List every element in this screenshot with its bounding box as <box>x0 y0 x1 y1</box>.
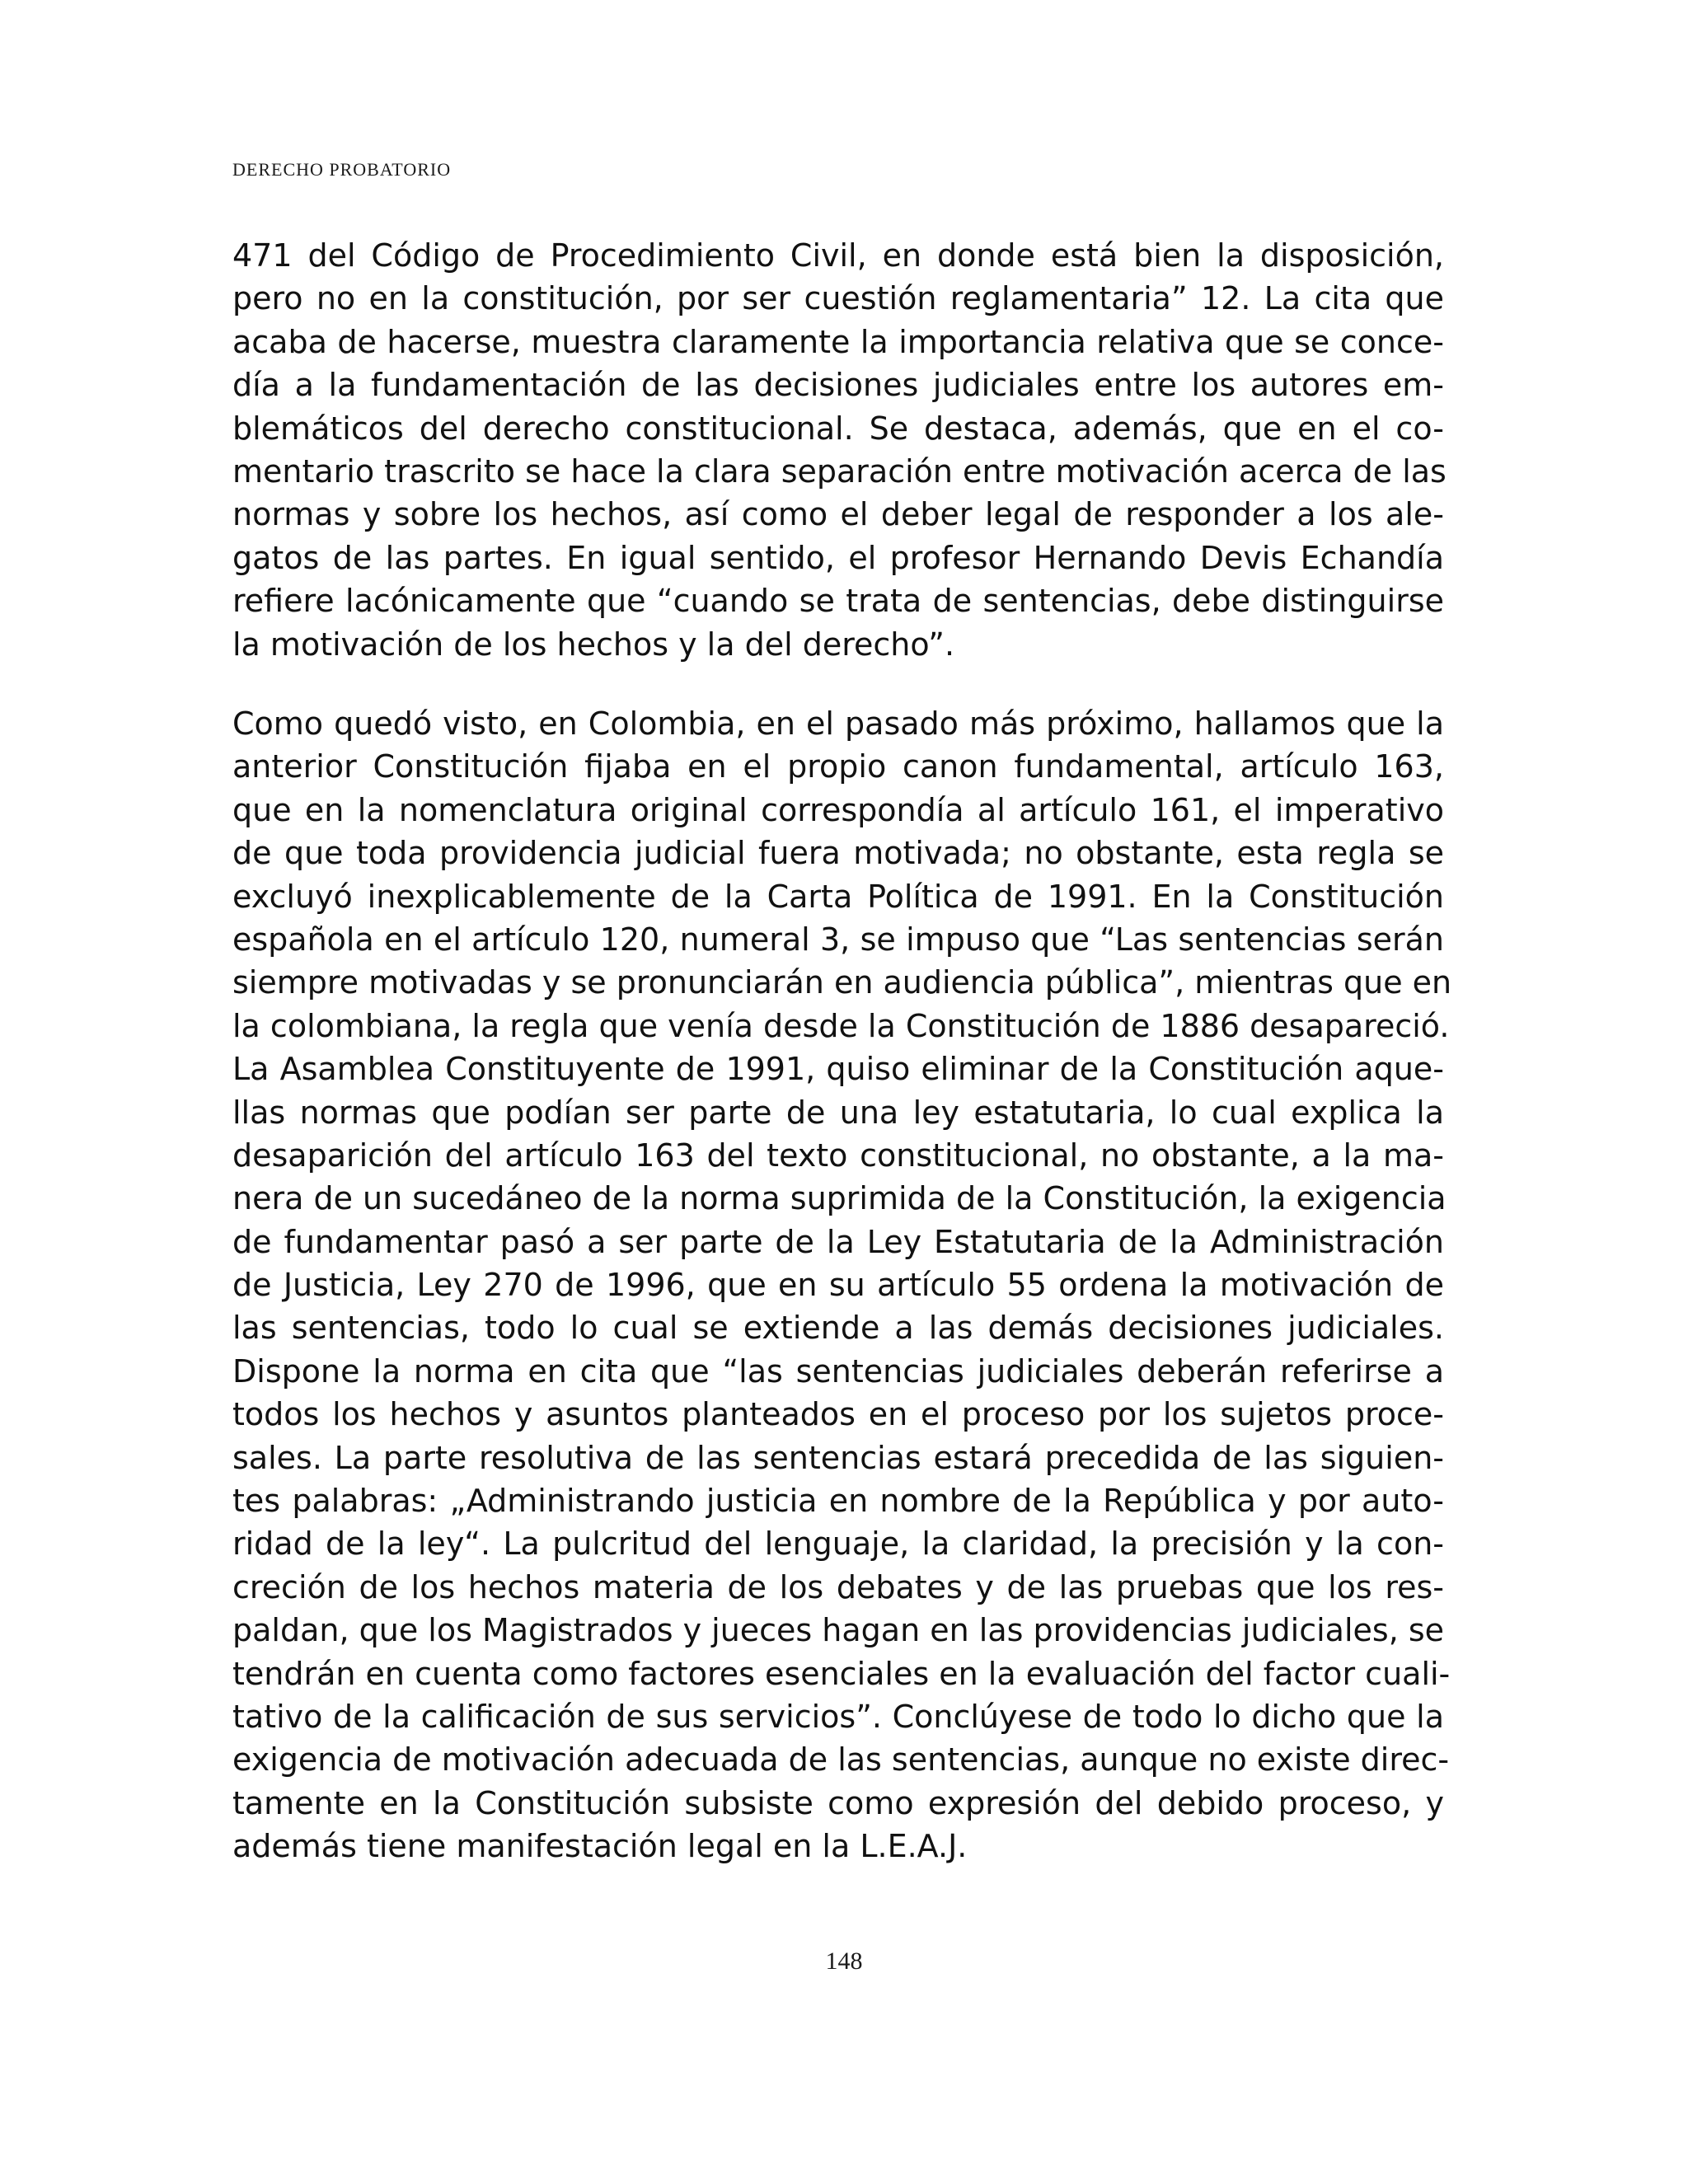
text-line: tendrán en cuenta como factores esenciales en la evaluación del factor cuali- <box>232 1655 1451 1692</box>
text-line: tes palabras: „Administrando justicia en nombre de la República y por auto- <box>232 1483 1444 1520</box>
text-line: gatos de las partes. En igual sentido, el profesor Hernando Devis Echandía <box>232 539 1444 576</box>
text-line: paldan, que los Magistrados y jueces hagan en las providencias judiciales, se <box>232 1612 1445 1649</box>
text-line: día a la fundamentación de las decisiones judiciales entre los autores em- <box>232 367 1444 404</box>
text-line: creción de los hechos materia de los debates y de las pruebas que los res- <box>232 1568 1444 1605</box>
text-line: normas y sobre los hechos, así como el deber legal de responder a los ale- <box>232 496 1444 533</box>
text-line: Como quedó visto, en Colombia, en el pasado más próximo, hallamos que la <box>232 705 1444 742</box>
text-line: La Asamblea Constituyente de 1991, quiso eliminar de la Constitución aque- <box>232 1051 1444 1088</box>
text-line: la colombiana, la regla que venía desde la Constitución de 1886 desapareció. <box>232 1007 1450 1044</box>
text-line: de Justicia, Ley 270 de 1996, que en su artículo 55 ordena la motivación de <box>232 1267 1444 1304</box>
text-line: pero no en la constitución, por ser cuestión reglamentaria” 12. La cita que <box>232 280 1444 317</box>
text-line: ridad de la ley“. La pulcritud del lenguaje, la claridad, la precisión y la con- <box>232 1526 1444 1563</box>
text-line: la motivación de los hechos y la del derecho”. <box>232 626 955 663</box>
text-line: tativo de la calificación de sus servicios”. Conclúyese de todo lo dicho que la <box>232 1698 1444 1735</box>
text-line: Dispone la norma en cita que “las sentencias judiciales deberán referirse a <box>232 1352 1444 1390</box>
page-number: 148 <box>825 1947 863 1975</box>
text-line: excluyó inexplicablemente de la Carta Política de 1991. En la Constitución <box>232 878 1444 915</box>
text-line: que en la nomenclatura original correspondía al artículo 161, el imperativo <box>232 791 1444 828</box>
text-line: siempre motivadas y se pronunciarán en audiencia pública”, mientras que en <box>232 964 1452 1001</box>
text-line: española en el artículo 120, numeral 3, se impuso que “Las sentencias serán <box>232 921 1444 958</box>
text-line: de que toda providencia judicial fuera motivada; no obstante, esta regla se <box>232 835 1444 872</box>
paragraph-1 <box>232 234 1447 666</box>
text-line: sales. La parte resolutiva de las sentencias estará precedida de las siguien- <box>232 1439 1444 1476</box>
text-line: las sentencias, todo lo cual se extiende a las demás decisiones judiciales. <box>232 1310 1444 1347</box>
text-line: tamente en la Constitución subsiste como expresión del debido proceso, y <box>232 1784 1444 1821</box>
text-line: nera de un sucedáneo de la norma suprimida de la Constitución, la exigencia <box>232 1180 1447 1217</box>
text-line: desaparición del artículo 163 del texto constitucional, no obstante, a la ma- <box>232 1137 1444 1174</box>
text-line: además tiene manifestación legal en la L.E.A.J. <box>232 1828 968 1865</box>
text-line: acaba de hacerse, muestra claramente la importancia relativa que se conce- <box>232 323 1444 360</box>
text-line: de fundamentar pasó a ser parte de la Ley Estatutaria de la Administración <box>232 1223 1444 1260</box>
text-line: todos los hechos y asuntos planteados en el proceso por los sujetos proce- <box>232 1396 1444 1433</box>
paragraph-2 <box>232 702 1452 1868</box>
text-line: anterior Constitución fijaba en el propio canon fundamental, artículo 163, <box>232 748 1444 785</box>
running-header: DERECHO PROBATORIO <box>232 159 452 180</box>
text-line: exigencia de motivación adecuada de las sentencias, aunque no existe direc- <box>232 1741 1450 1779</box>
text-line: 471 del Código de Procedimiento Civil, en donde está bien la disposición, <box>232 237 1444 274</box>
text-line: refiere lacónicamente que “cuando se trata de sentencias, debe distinguirse <box>232 583 1444 620</box>
text-line: llas normas que podían ser parte de una ley estatutaria, lo cual explica la <box>232 1094 1444 1131</box>
text-line: mentario trascrito se hace la clara separación entre motivación acerca de las <box>232 452 1447 490</box>
text-line: blemáticos del derecho constitucional. Se destaca, además, que en el co- <box>232 410 1444 447</box>
